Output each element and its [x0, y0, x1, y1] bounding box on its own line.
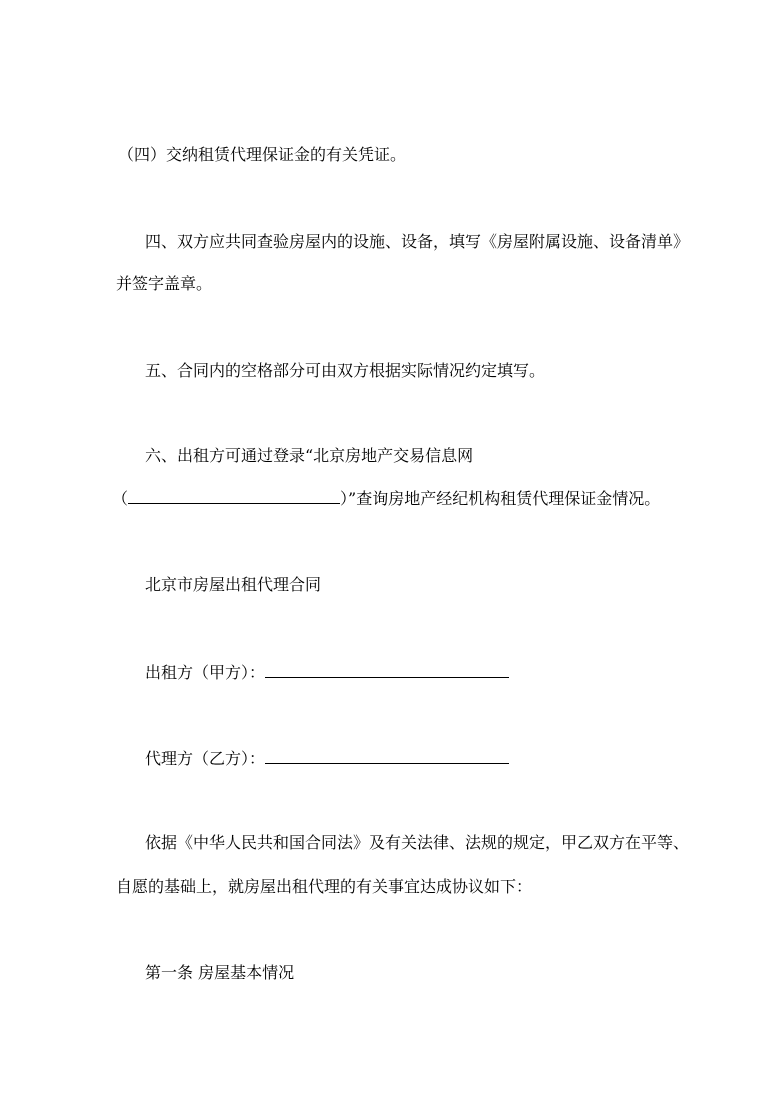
paragraph-website-line1: 六、出租方可通过登录“北京房地产交易信息网 — [145, 446, 474, 465]
paragraph-inspect-facilities-line2: 并签字盖章。 — [116, 274, 213, 293]
open-paren: （ — [112, 489, 129, 508]
party-a-row — [145, 662, 509, 684]
paragraph-website-line2 — [112, 488, 660, 510]
paragraph-deposit-voucher: （四）交纳租赁代理保证金的有关凭证。 — [118, 145, 407, 164]
party-b-row — [145, 748, 509, 770]
website-blank-line — [128, 488, 340, 504]
contract-title: 北京市房屋出租代理合同 — [145, 575, 322, 594]
party-a-label: 出租方（甲方）： — [145, 663, 266, 682]
party-b-blank — [265, 748, 509, 764]
paragraph-legal-basis-line1: 依据《中华人民共和国合同法》及有关法律、法规的规定，甲乙双方在平等、 — [145, 833, 690, 852]
article-1-heading: 第一条 房屋基本情况 — [145, 963, 295, 982]
paragraph-legal-basis-line2: 自愿的基础上，就房屋出租代理的有关事宜达成协议如下： — [116, 877, 533, 896]
website-line-rest: ）”查询房地产经纪机构租赁代理保证金情况。 — [340, 489, 661, 508]
party-b-label: 代理方（乙方）： — [145, 749, 266, 768]
paragraph-inspect-facilities-line1: 四、双方应共同查验房屋内的设施、设备，填写《房屋附属设施、设备清单》 — [145, 232, 690, 251]
party-a-blank — [265, 662, 509, 678]
paragraph-blank-fields: 五、合同内的空格部分可由双方根据实际情况约定填写。 — [145, 361, 546, 380]
